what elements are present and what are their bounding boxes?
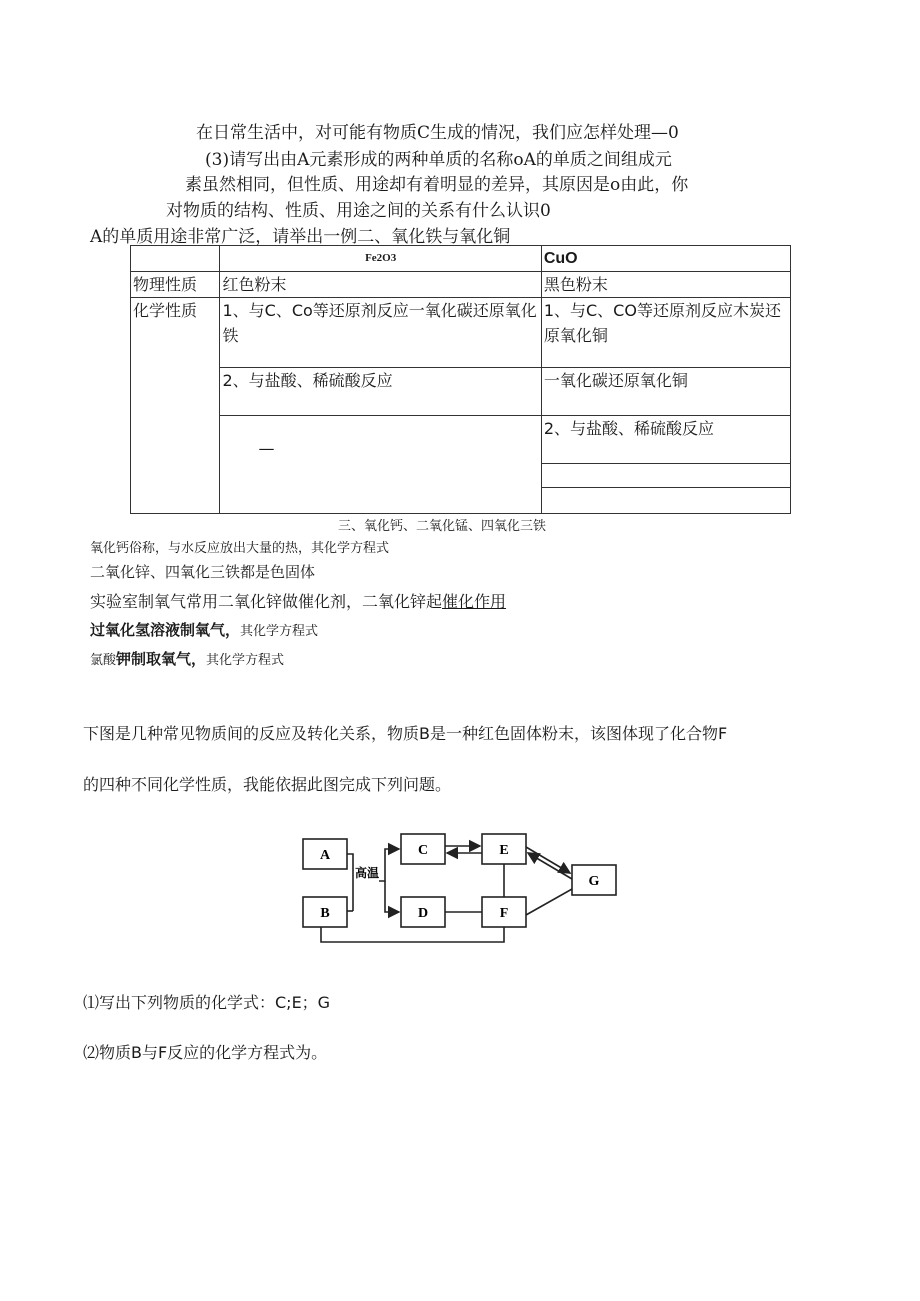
table-row-chemical-2	[131, 368, 791, 416]
edge-to-d	[385, 881, 399, 912]
node-f: F	[499, 906, 509, 921]
section3-line-5-prefix: 氯酸	[90, 653, 117, 668]
intro-line-4: 对物质的结构、性质、用途之间的关系有什么认识0	[166, 201, 551, 221]
section3-line-3-underline: 催化作用	[442, 592, 507, 611]
col-header-fe2o3: Fe2O3	[220, 246, 541, 272]
node-g: G	[588, 874, 600, 889]
problem-line-1: 下图是几种常见物质间的反应及转化关系，物质B是一种红色固体粉末，该图体现了化合物F	[83, 724, 728, 743]
fe-chem-cell-1: 1、与C、Co等还原剂反应一氧化碳还原氧化铁	[220, 298, 541, 368]
condition-label: 高温	[355, 866, 380, 880]
oxide-property-table	[130, 245, 791, 514]
cu-chem-cell-3: 2、与盐酸、稀硫酸反应	[541, 416, 790, 464]
node-a: A	[319, 848, 331, 863]
edge-b-f-bottom	[321, 927, 504, 942]
edge-to-c	[379, 849, 399, 881]
table-row-physical	[131, 272, 791, 298]
intro-line-3: 素虽然相同，但性质、用途却有着明显的差异，其原因是o由此，你	[185, 175, 689, 195]
table-corner-cell	[131, 246, 220, 272]
table-header-row	[131, 246, 791, 272]
reaction-diagram	[295, 825, 625, 950]
fe-physical-cell: 红色粉末	[220, 272, 541, 298]
edge-a-bracket	[347, 854, 353, 911]
cu-chem-cell-4	[541, 464, 790, 488]
node-d: D	[417, 906, 429, 921]
question-1: ⑴写出下列物质的化学式：C;E；G	[83, 993, 331, 1012]
section3-line-2: 二氧化锌、四氧化三铁都是色固体	[90, 563, 316, 581]
section3-line-4	[90, 619, 318, 640]
row-label-chemical: 化学性质	[131, 298, 220, 514]
section3-line-3	[90, 589, 506, 612]
intro-line-1: 在日常生活中，对可能有物质C生成的情况，我们应怎样处理—0	[196, 123, 679, 143]
intro-line-5: A的单质用途非常广泛，请举出一例二、氧化铁与氧化铜	[90, 227, 511, 247]
edge-f-g	[526, 889, 572, 915]
fe-chem-cell-3: —	[220, 416, 541, 514]
intro-line-2: (3)请写出由A元素形成的两种单质的名称oA的单质之间组成元	[205, 150, 672, 170]
section3-line-5-rest: 其化学方程式	[206, 653, 285, 668]
edge-g-to-e	[528, 853, 572, 879]
section3-caption: 三、氧化钙、二氧化锰、四氧化三铁	[338, 519, 547, 534]
node-b: B	[320, 906, 330, 921]
node-c: C	[417, 843, 429, 858]
table-row-chemical-3	[131, 416, 791, 464]
section3-line-3-text: 实验室制氧气常用二氧化锌做催化剂，二氧化锌起	[90, 592, 443, 611]
section3-line-4-bold: 过氧化氢溶液制氧气，	[90, 621, 241, 639]
table-row-chemical-1	[131, 298, 791, 368]
edge-e-to-g	[526, 847, 570, 873]
fe-chem-cell-2: 2、与盐酸、稀硫酸反应	[220, 368, 541, 416]
node-e: E	[499, 843, 509, 858]
section3-line-1: 氧化钙俗称，与水反应放出大量的热，其化学方程式	[90, 541, 390, 556]
cu-chem-cell-1: 1、与C、CO等还原剂反应木炭还原氧化铜	[541, 298, 790, 368]
section3-line-5-bold: 钾制取氧气，	[116, 650, 207, 668]
problem-line-2: 的四种不同化学性质，我能依据此图完成下列问题。	[83, 775, 452, 794]
row-label-physical: 物理性质	[131, 272, 220, 298]
cu-physical-cell: 黑色粉末	[541, 272, 790, 298]
section3-line-4-rest: 其化学方程式	[240, 624, 319, 639]
col-header-cuo: CuO	[541, 246, 790, 272]
cu-chem-cell-5	[541, 488, 790, 514]
cu-chem-cell-2: 一氧化碳还原氧化铜	[541, 368, 790, 416]
section3-line-5	[90, 648, 284, 669]
question-2: ⑵物质B与F反应的化学方程式为。	[83, 1043, 328, 1062]
